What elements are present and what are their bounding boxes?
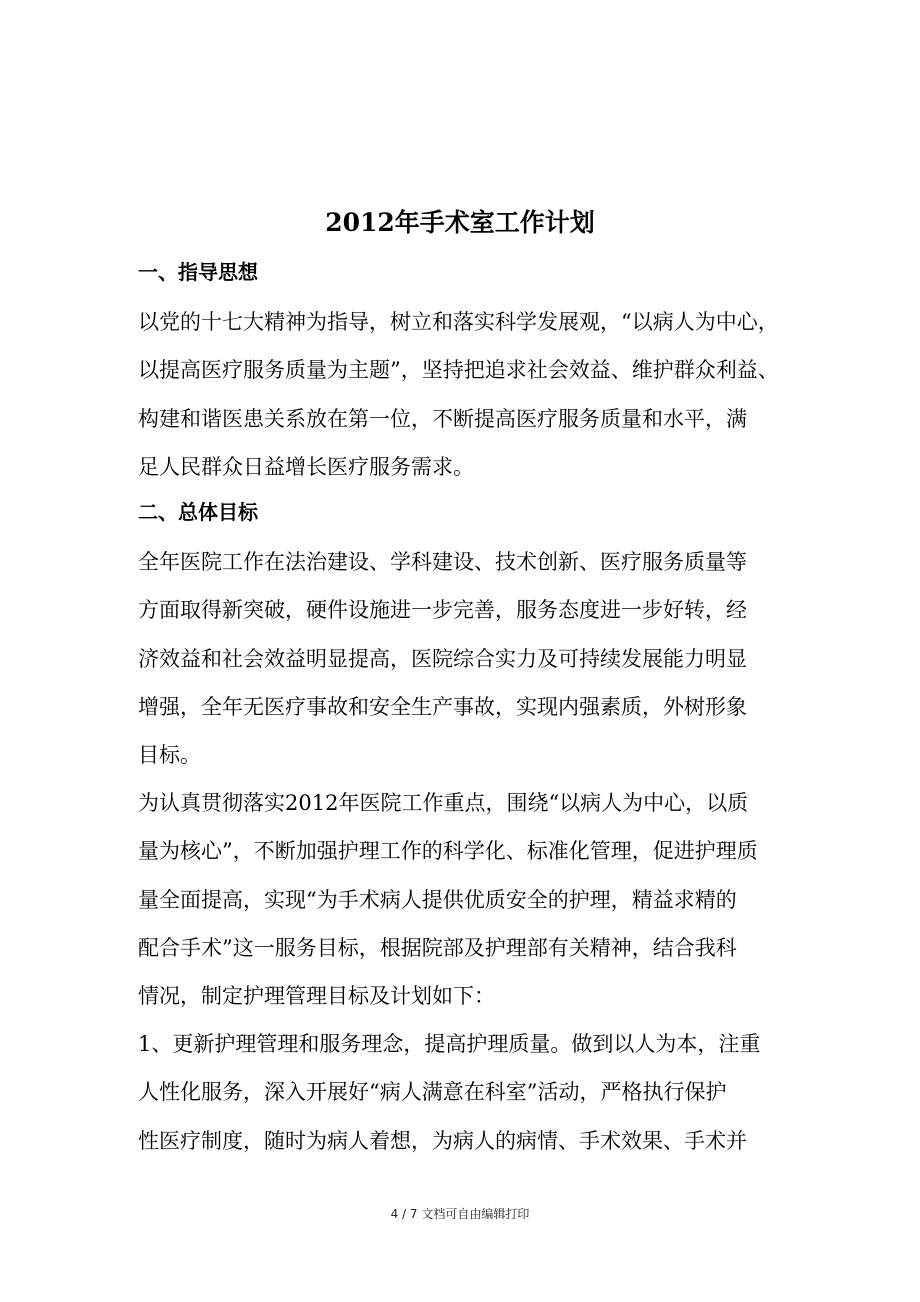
text-line: 情况，制定护理管理目标及计划如下： [138,984,495,1009]
text-line: 方面取得新突破，硬件设施进一步完善，服务态度进一步好转，经 [138,598,747,623]
text-line: 性医疗制度，随时为病人着想，为病人的病情、手术效果、手术并 [138,1128,747,1153]
text-line: 目标。 [138,743,201,768]
paragraph-guiding-ideology [138,298,798,491]
paragraph-item-1 [138,1020,798,1165]
paragraph-implementation [138,779,798,1020]
document-title: 2012年手术室工作计划 [325,208,595,237]
text-line: 配合手术”这一服务目标，根据院部及护理部有关精神，结合我科 [138,935,737,960]
text-line: 全年医院工作在法治建设、学科建设、技术创新、医疗服务质量等 [138,550,747,574]
section-heading-guiding-ideology: 一、指导思想 [138,260,258,284]
section-heading-overall-goals: 二、总体目标 [138,500,258,524]
text-line: 为认真贯彻落实2012年医院工作重点，围绕“以病人为中心，以质 [138,791,749,815]
text-line: 足人民群众日益增长医疗服务需求。 [138,454,474,479]
paragraph-overall-goals [138,538,798,779]
text-line: 1、更新护理管理和服务理念，提高护理质量。做到以人为本，注重 [138,1032,761,1056]
text-line: 济效益和社会效益明显提高，医院综合实力及可持续发展能力明显 [138,646,747,671]
text-line: 人性化服务，深入开展好“病人满意在科室”活动，严格执行保护 [138,1080,727,1105]
text-line: 增强，全年无医疗事故和安全生产事故，实现内强素质，外树形象 [138,694,747,719]
text-line: 量为核心”，不断加强护理工作的科学化、标准化管理，促进护理质 [138,839,758,864]
text-line: 量全面提高，实现“为手术病人提供优质安全的护理，精益求精的 [138,887,737,912]
text-line: 构建和谐医患关系放在第一位，不断提高医疗服务质量和水平，满 [138,406,747,431]
text-line: 以党的十七大精神为指导，树立和落实科学发展观，“以病人为中心， [138,310,779,334]
page-footer: 4 / 7 文档可自由编辑打印 [390,1207,530,1221]
text-line: 以提高医疗服务质量为主题”，坚持把追求社会效益、维护群众利益、 [138,358,779,383]
